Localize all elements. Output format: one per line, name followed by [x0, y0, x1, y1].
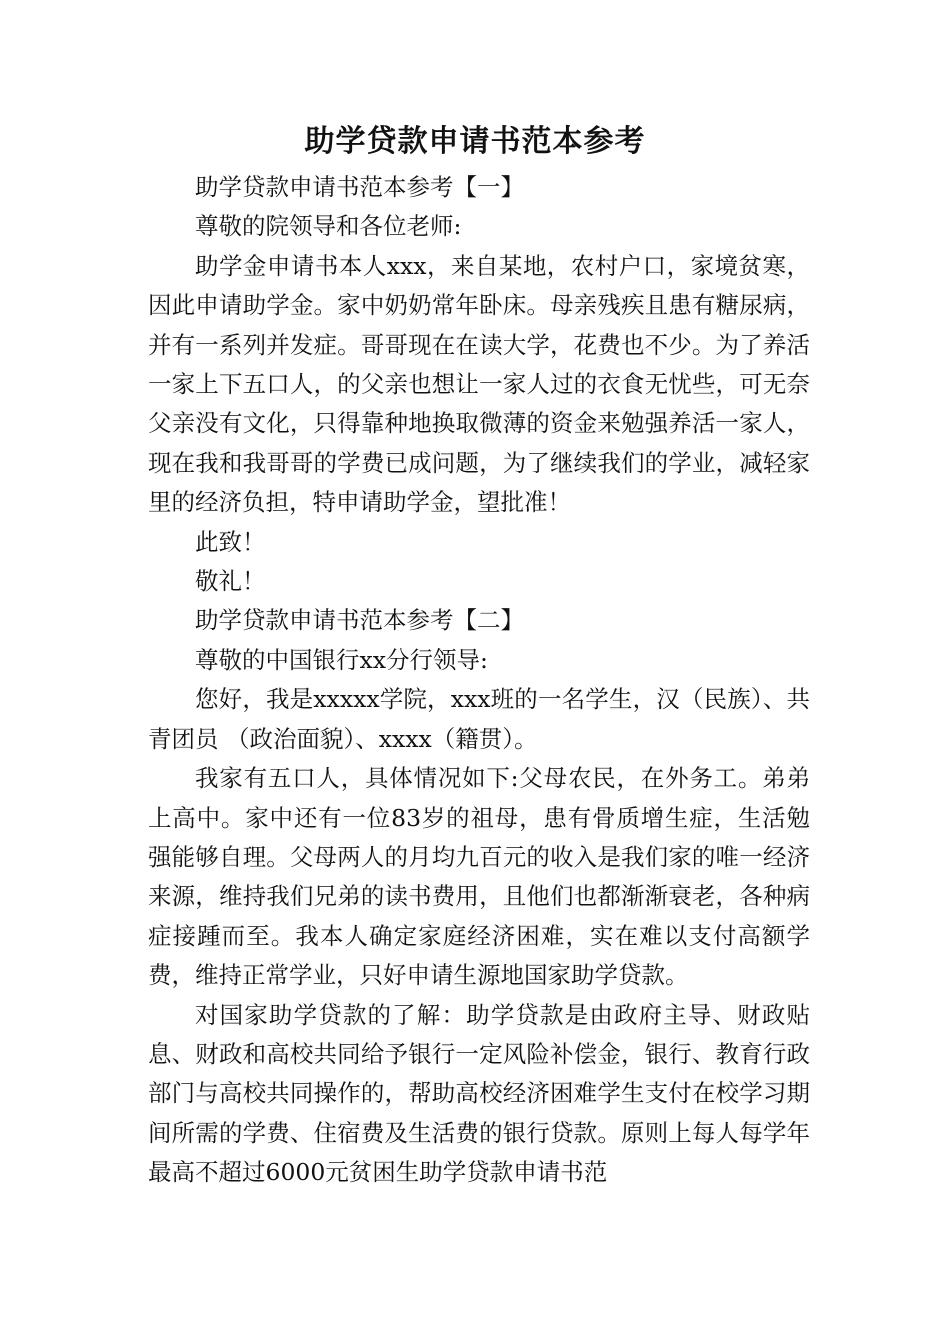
- document-title: 助学贷款申请书范本参考: [304, 124, 646, 159]
- closing-line: 此致！: [195, 527, 266, 556]
- body-paragraph: 我家有五口人，具体情况如下:父母农民，在外务工。弟弟上高中。家中还有一位83岁的祖母，患有骨质增生症，生活勉强能够自理。父母两人的月均九百元的收入是我们家的唯一经济来源，维持我们兄弟的读书费用，且他们也都渐渐衰老，各种病症接踵而至。我本人确定家庭经济困难，实在难以支付高额学费，维持正常学业，只好申请生源地国家助学贷款。: [148, 764, 810, 990]
- closing-line: 敬礼！: [195, 567, 266, 596]
- document-body: [148, 168, 810, 1193]
- body-paragraph: 对国家助学贷款的了解：助学贷款是由政府主导、财政贴息、财政和高校共同给予银行一定风险补偿金，银行、教育行政部门与高校共同操作的，帮助高校经济困难学生支付在校学习期间所需的学费、住宿费及生活费的银行贷款。原则上每人每学年最高不超过6000元贫困生助学贷款申请书范: [148, 1000, 810, 1187]
- salutation-1: 尊敬的院领导和各位老师:: [195, 212, 462, 241]
- section-heading-2: 助学贷款申请书范本参考【二】: [195, 606, 524, 635]
- body-paragraph: 助学金申请书本人xxx，来自某地，农村户口，家境贫寒，因此申请助学金。家中奶奶常年卧床。母亲残疾且患有糖尿病，并有一系列并发症。哥哥现在在读大学，花费也不少。为了养活一家上下五口人，的父亲也想让一家人过的衣食无忧些，可无奈父亲没有文化，只得靠种地换取微薄的资金来勉强养活一家人，现在我和我哥哥的学费已成问题，为了继续我们的学业，减轻家里的经济负担，特申请助学金，望批准！: [148, 251, 810, 517]
- salutation-2: 尊敬的中国银行xx分行领导:: [195, 645, 488, 674]
- body-paragraph: 您好，我是xxxxx学院，xxx班的一名学生，汉（民族）、共青团员 （政治面貌）、xxxx（籍贯）。: [148, 685, 810, 753]
- section-heading-1: 助学贷款申请书范本参考【一】: [195, 173, 524, 201]
